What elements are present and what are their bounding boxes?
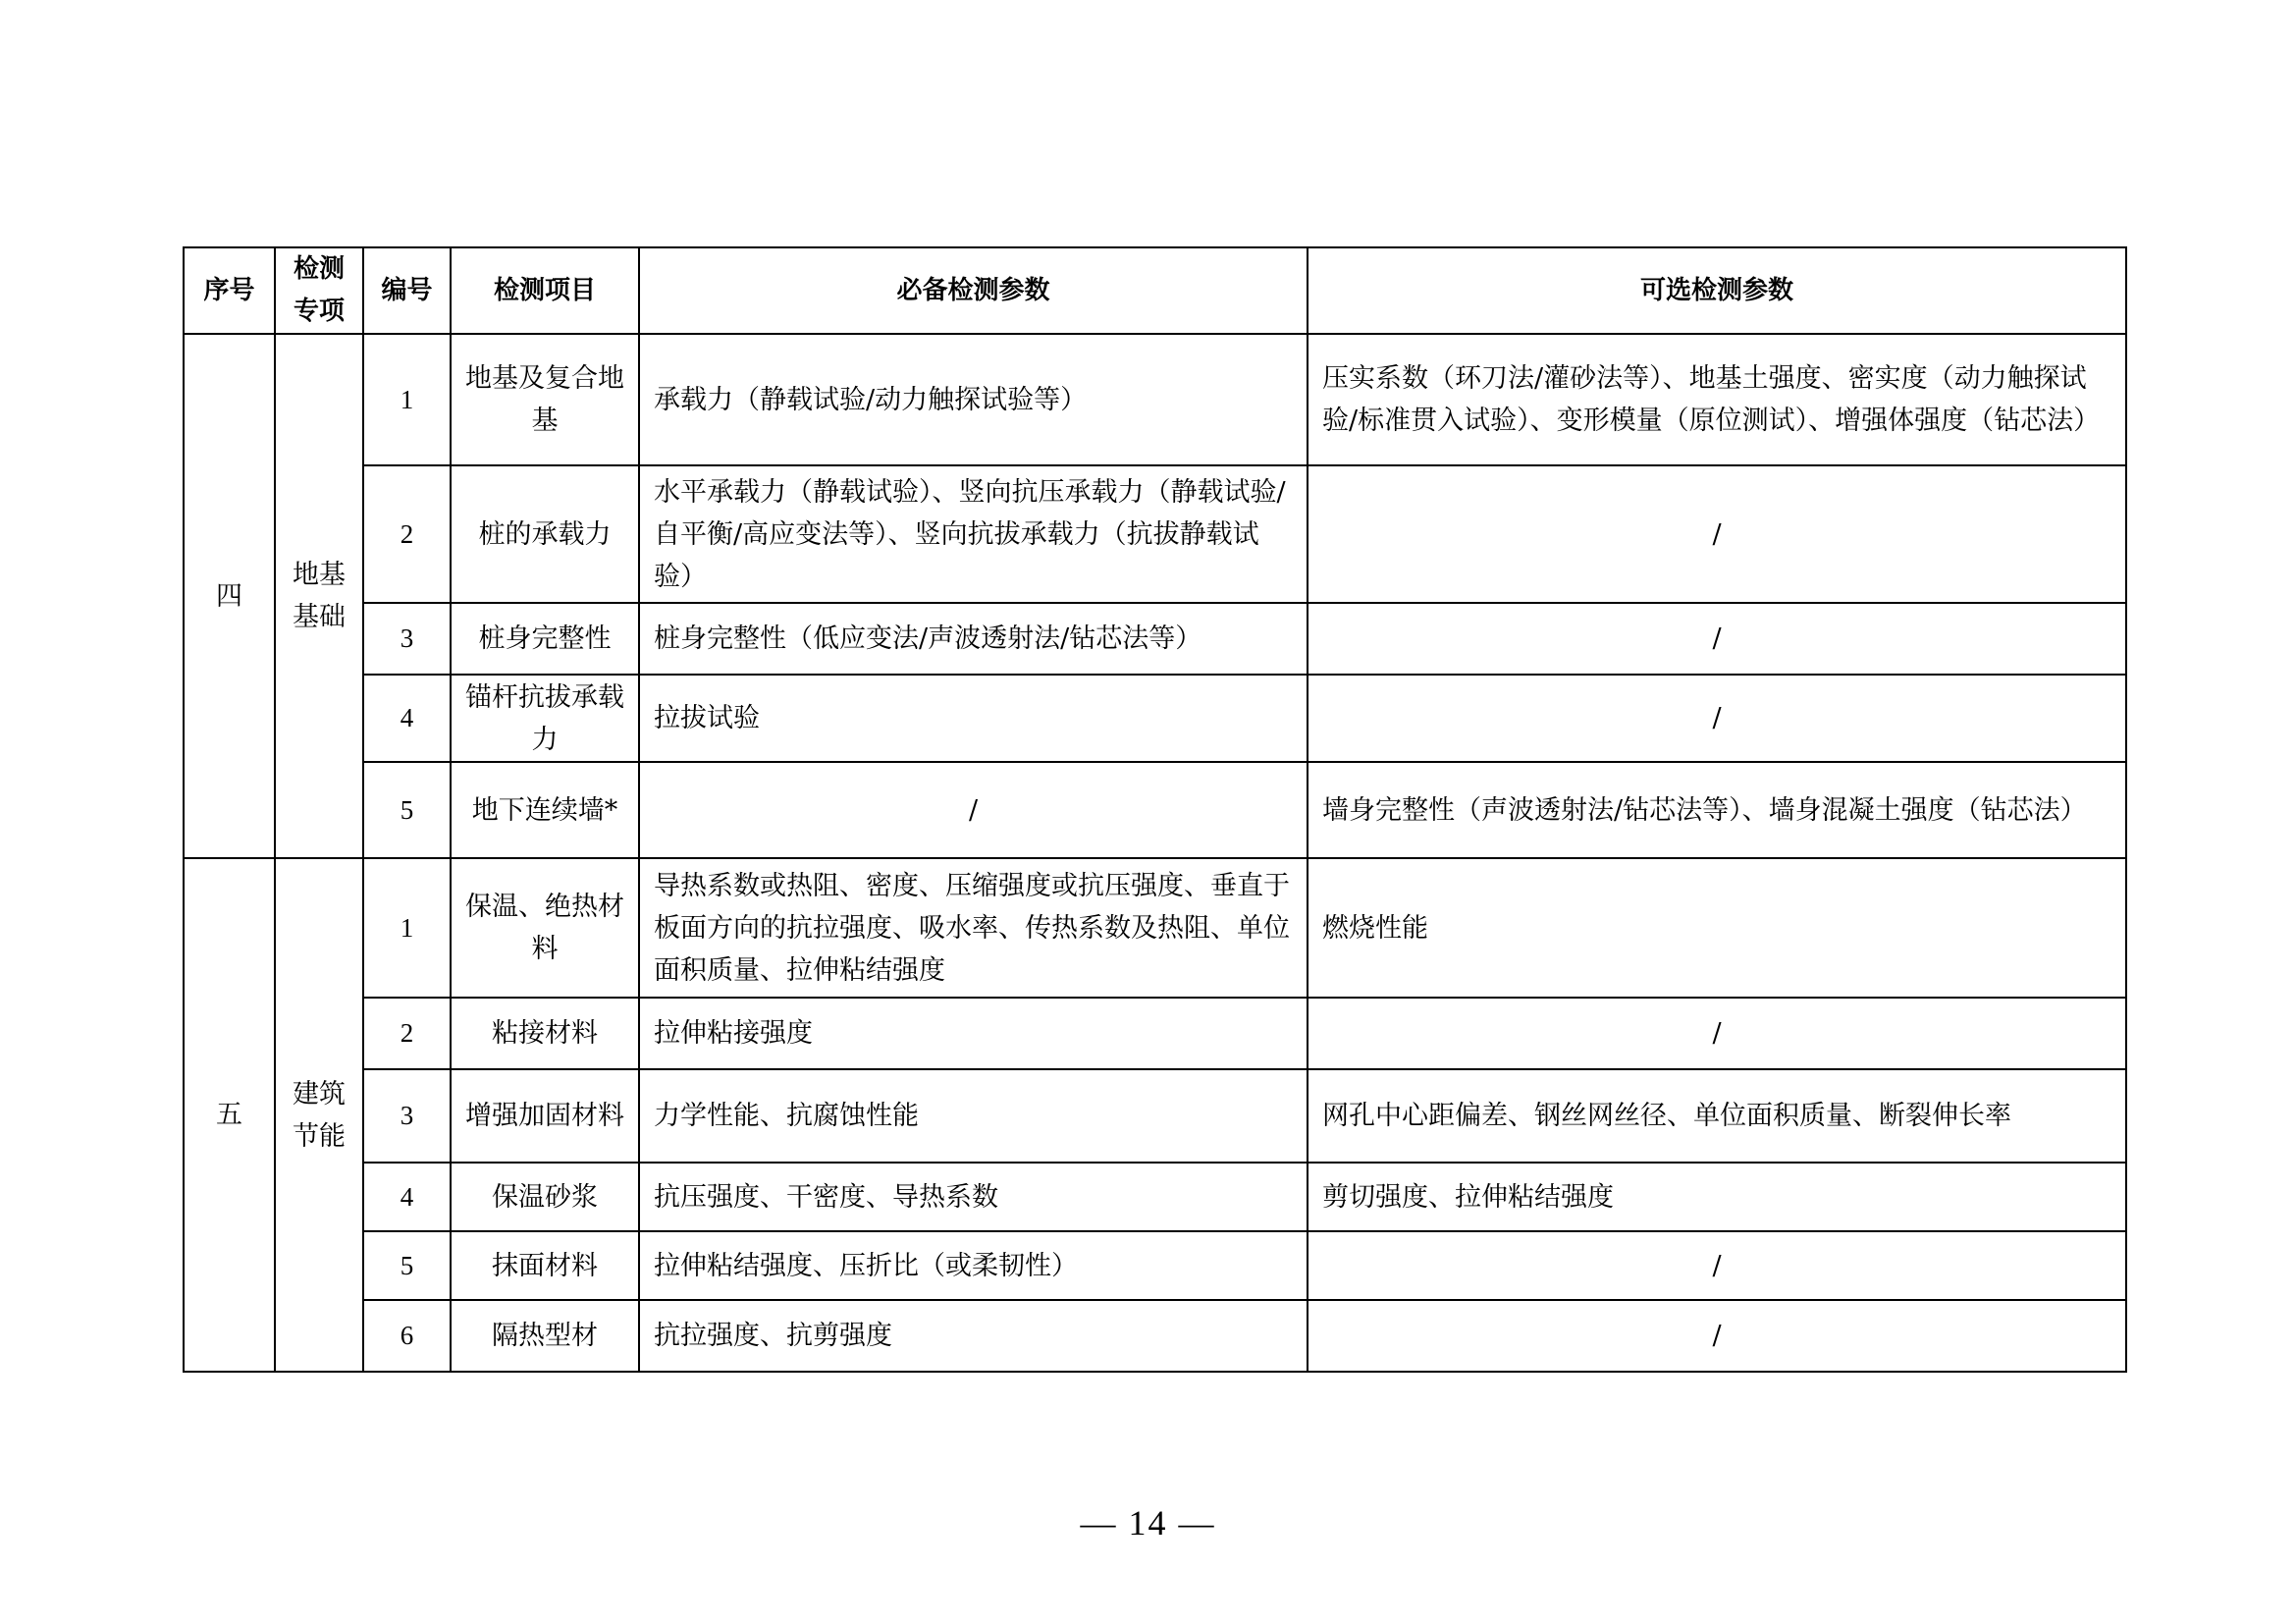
table-row [184, 675, 2126, 762]
row-item: 桩的承载力 [451, 465, 639, 603]
row-no: 2 [363, 998, 451, 1069]
row-item: 地下连续墙* [451, 762, 639, 858]
row-optional: / [1308, 603, 2126, 675]
row-no: 1 [363, 858, 451, 998]
row-optional: 网孔中心距偏差、钢丝网丝径、单位面积质量、断裂伸长率 [1308, 1069, 2126, 1163]
row-item: 抹面材料 [451, 1231, 639, 1300]
row-no: 4 [363, 1163, 451, 1231]
row-optional: 压实系数（环刀法/灌砂法等）、地基土强度、密实度（动力触探试验/标准贯入试验）、变形模量（原位测试）、增强体强度（钻芯法） [1308, 334, 2126, 465]
group-category: 建筑节能 [275, 858, 363, 1372]
group-seq: 五 [184, 858, 275, 1372]
row-required: 拉拔试验 [639, 675, 1308, 762]
row-required: 桩身完整性（低应变法/声波透射法/钻芯法等） [639, 603, 1308, 675]
row-required: 承载力（静载试验/动力触探试验等） [639, 334, 1308, 465]
row-required: 抗压强度、干密度、导热系数 [639, 1163, 1308, 1231]
row-item: 隔热型材 [451, 1300, 639, 1372]
row-required: / [639, 762, 1308, 858]
row-optional: / [1308, 998, 2126, 1069]
row-required: 拉伸粘接强度 [639, 998, 1308, 1069]
table-row [184, 1231, 2126, 1300]
row-required: 力学性能、抗腐蚀性能 [639, 1069, 1308, 1163]
row-item: 保温砂浆 [451, 1163, 639, 1231]
header-item: 检测项目 [451, 247, 639, 334]
header-optional-params: 可选检测参数 [1308, 247, 2126, 334]
row-no: 1 [363, 334, 451, 465]
header-no: 编号 [363, 247, 451, 334]
row-item: 保温、绝热材料 [451, 858, 639, 998]
table-row [184, 603, 2126, 675]
row-no: 5 [363, 762, 451, 858]
row-no: 5 [363, 1231, 451, 1300]
row-optional: / [1308, 465, 2126, 603]
table-row [184, 1163, 2126, 1231]
row-optional: 燃烧性能 [1308, 858, 2126, 998]
row-item: 粘接材料 [451, 998, 639, 1069]
row-no: 6 [363, 1300, 451, 1372]
table-row [184, 334, 2126, 465]
header-category: 检测专项 [275, 247, 363, 334]
row-optional: 墙身完整性（声波透射法/钻芯法等）、墙身混凝土强度（钻芯法） [1308, 762, 2126, 858]
group-seq: 四 [184, 334, 275, 858]
group-category: 地基基础 [275, 334, 363, 858]
table-row [184, 998, 2126, 1069]
table-row [184, 1069, 2126, 1163]
table-header-row [184, 247, 2126, 334]
row-no: 2 [363, 465, 451, 603]
row-item: 桩身完整性 [451, 603, 639, 675]
row-required: 抗拉强度、抗剪强度 [639, 1300, 1308, 1372]
table-row [184, 465, 2126, 603]
row-item: 增强加固材料 [451, 1069, 639, 1163]
row-optional: / [1308, 1231, 2126, 1300]
header-required-params: 必备检测参数 [639, 247, 1308, 334]
table-row [184, 762, 2126, 858]
detection-parameters-table [183, 246, 2127, 1373]
row-item: 地基及复合地基 [451, 334, 639, 465]
row-item: 锚杆抗拔承载力 [451, 675, 639, 762]
row-no: 3 [363, 603, 451, 675]
table-row [184, 1300, 2126, 1372]
row-optional: / [1308, 675, 2126, 762]
row-optional: / [1308, 1300, 2126, 1372]
row-optional: 剪切强度、拉伸粘结强度 [1308, 1163, 2126, 1231]
row-required: 导热系数或热阻、密度、压缩强度或抗压强度、垂直于板面方向的抗拉强度、吸水率、传热系数及热阻、单位面积质量、拉伸粘结强度 [639, 858, 1308, 998]
row-no: 4 [363, 675, 451, 762]
page-number: — 14 — [1080, 1503, 1216, 1543]
header-seq: 序号 [184, 247, 275, 334]
table-row [184, 858, 2126, 998]
row-required: 水平承载力（静载试验）、竖向抗压承载力（静载试验/自平衡/高应变法等）、竖向抗拔承载力（抗拔静载试验） [639, 465, 1308, 603]
row-no: 3 [363, 1069, 451, 1163]
row-required: 拉伸粘结强度、压折比（或柔韧性） [639, 1231, 1308, 1300]
